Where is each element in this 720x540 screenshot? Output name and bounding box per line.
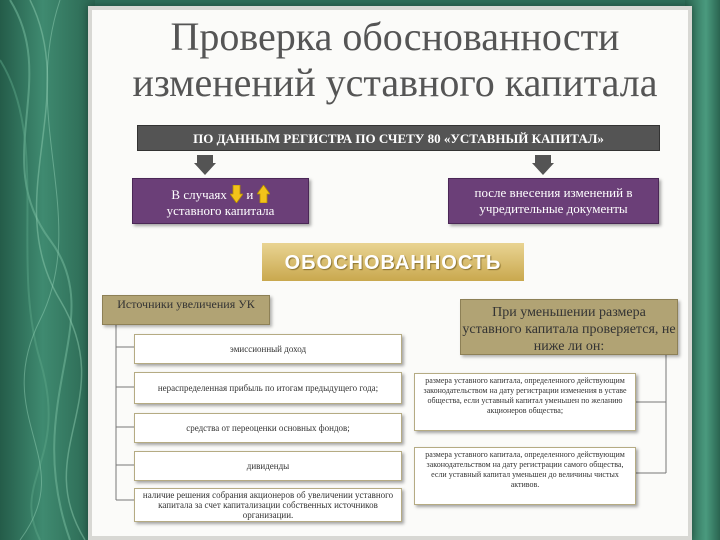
title-line-1: Проверка обоснованности — [170, 14, 620, 59]
cases-text-part2: и — [246, 187, 254, 202]
arrow-down-left-icon — [194, 155, 216, 175]
cases-text-part1: В случаях — [171, 187, 227, 202]
source-item-retained-profit: нераспределенная прибыль по итогам предыдущего года; — [134, 372, 402, 404]
cases-text-part3: уставного капитала — [166, 203, 275, 218]
reduction-header: При уменьшении размера уставного капитала проверяется, не ниже ли он: — [460, 299, 678, 355]
source-item-dividends: дивиденды — [134, 451, 402, 481]
arrow-down-right-icon — [532, 155, 554, 175]
source-item-revaluation: средства от переоценки основных фондов; — [134, 413, 402, 443]
decorative-swirl — [0, 0, 95, 540]
arrow-down-yellow-icon — [230, 185, 243, 203]
source-item-issue-income: эмиссионный доход — [134, 334, 402, 364]
sources-header: Источники увеличения УК — [102, 295, 270, 325]
justification-heading: ОБОСНОВАННОСТЬ — [262, 243, 524, 281]
after-changes-box: после внесения изменений в учредительные документы — [448, 178, 659, 224]
page-title — [100, 14, 690, 106]
reduction-item-by-shareholders: размера уставного капитала, определенного действующим законодательством на дату регистрации изменения в уставе общества, если уставный капитал уменьшен по желанию акционеров общества; — [414, 373, 636, 431]
register-bar: ПО ДАННЫМ РЕГИСТРА ПО СЧЕТУ 80 «УСТАВНЫЙ КАПИТАЛ» — [137, 125, 660, 151]
title-line-2: изменений уставного капитала — [132, 60, 658, 105]
arrow-up-yellow-icon — [257, 185, 270, 203]
source-item-shareholder-decision: наличие решения собрания акционеров об увеличении уставного капитала за счет капитализации собственных источников организации. — [134, 488, 402, 522]
cases-box — [132, 178, 309, 224]
reduction-item-net-assets: размера уставного капитала, определенного действующим законодательством на дату регистрации самого общества, если уставный капитал уменьшен до величины чистых активов. — [414, 447, 636, 505]
